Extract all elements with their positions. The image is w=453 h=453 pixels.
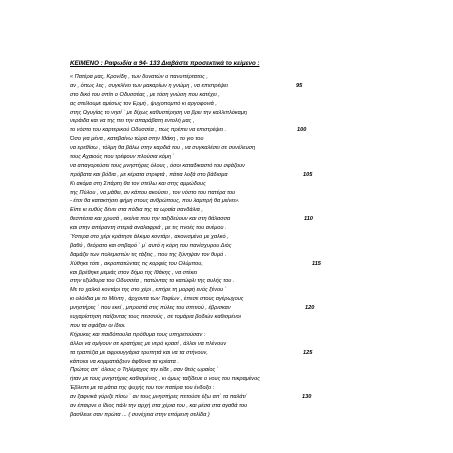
line-text: αν , όπως λες , συγκλίνει των μακαρίων η γνώμη , να επιστρέψει <box>70 82 228 89</box>
text-line <box>70 358 390 367</box>
line-number: 130 <box>302 394 312 401</box>
line-number: 105 <box>303 171 313 178</box>
text-line <box>70 340 390 349</box>
text-line <box>70 242 390 251</box>
document-body <box>70 60 390 420</box>
text-line <box>70 393 390 402</box>
text-line <box>70 171 390 180</box>
line-text: - έτσι θα κατακτήσει φήμη στους ανθρώπους, που λαμπρή θα μείνει». <box>70 198 240 205</box>
text-line <box>70 260 390 269</box>
text-line <box>70 313 390 322</box>
text-line <box>70 206 390 215</box>
line-text: νεράιδα και να της πει την απαράβατη εντολή μας , <box>70 118 195 125</box>
text-line <box>70 411 390 420</box>
text-line <box>70 322 390 331</box>
line-text: και στην απέραντη στεριά αναλαφριά , με τις πνοές του ανέμου . <box>70 225 227 232</box>
line-text: κι ολόιδια με το Μέντη , άρχοντα των Ταφίων , έπεσε στους αγέρωχους <box>70 296 244 303</box>
text-line <box>70 215 390 224</box>
text-line <box>70 224 390 233</box>
text-line <box>70 117 390 126</box>
line-number: 95 <box>296 82 303 89</box>
line-text: « Πατέρα μας, Κρονίδη , των δυνατών ο πανυπέρτατος , <box>70 74 208 80</box>
line-text: στο δικό του σπίτι ο Οδυσσέας , με τόση γνώση που κατέχει , <box>70 91 220 98</box>
text-line <box>70 366 390 375</box>
line-text: τους Αχαιούς που τρέφουν πλούσια κόμη ` <box>70 154 175 161</box>
line-text: της Πύλου , να μάθει, αν κάπου ακούσει , τον νόστο του πατέρα του <box>70 189 236 196</box>
text-line <box>70 349 390 358</box>
text-line <box>70 189 390 198</box>
line-text: θεσπέσια και χρυσά , εκείνα που την ταξιδεύουν και στη θάλασσα <box>70 216 231 223</box>
line-text: Κι ακόμα στη Σπάρτη θα τον στείλω και στης αμμώδους <box>70 180 206 187</box>
line-text: ευχαρίστηση παίζοντας τους πεσσούς , σε τομάρια βοδιών καθισμένοι <box>70 314 241 321</box>
line-text: το νόστο του καρτερικού Οδυσσέα , πως πρέπει να επιστρέψει . <box>70 127 227 134</box>
line-text: Έβλεπε με τα μάτια της ψυχής του τον πατέρα του ένδοξο : <box>70 385 215 392</box>
text-line <box>70 100 390 109</box>
text-line <box>70 233 390 242</box>
text-line <box>70 375 390 384</box>
line-text: ήταν με τους μνηστήρες καθισμένος , κι όμως ταξίδευε ο νους του πικραμένος <box>70 376 260 383</box>
line-text: να ερεθίσω , τόλμη θα βάλω στην καρδιά του , να συγκαλέσει σε συνέλευση <box>70 145 256 152</box>
text-line <box>70 82 390 91</box>
line-text: βασίλευε σαν πρώτα ... ( συνέχεια στην επόμενη σελίδα ) <box>70 411 210 418</box>
text-line <box>70 277 390 286</box>
line-number: 125 <box>303 349 313 356</box>
text-line <box>70 162 390 171</box>
text-line <box>70 295 390 304</box>
text-line <box>70 91 390 100</box>
line-text: ας στείλουμε αμέσως τον Ερμή , ψυχοπομπό κι αργοφονιά , <box>70 100 217 107</box>
line-text: δαμάζει των πολεμιστών τις τάξεις , που της ξύνηψαν τον θυμό . <box>70 251 227 258</box>
line-text: Πρώτος απ` όλους ο Τηλέμαχος την είδε , σαν θεός ωραίος ` <box>70 367 219 374</box>
line-text: Ύστερα στο χέρι κράτησε άλκιμο κοντάρι , ακονισμένο με χαλκό , <box>70 234 229 241</box>
text-line <box>70 384 390 393</box>
text-line <box>70 269 390 278</box>
line-text: αν ξαφνικά γύριζε πίσω ` αν τους μνηστήρες πετούσε έξω απ` τα παλάτι` <box>70 394 248 401</box>
text-line <box>70 73 390 82</box>
line-text: πρόβατα και βόδια , με κέρατα στριφτά , πάτια λοξά στο βάδισμα <box>70 171 228 178</box>
line-text: Όσο για μένα , κατεβαίνω τώρα στην Ιθάκη , το γιο του <box>70 136 204 143</box>
document-heading: ΚΕΙΜΕΝΟ : Ραψωδία α 94- 133 Διαβάστε προσεκτικά το κείμενο : <box>70 60 260 67</box>
line-text: αν έπαιρνε ο ίδιος πάλι την αρχή στα χέρια του , και μέσα στα αγαθά του <box>70 402 248 409</box>
text-line <box>70 197 390 206</box>
line-text: στης Ωγυγίας το νησί ` με δίχως καθυστέρηση να βρει την καλλιπλόκαμη <box>70 109 247 116</box>
line-number: 110 <box>304 216 313 223</box>
poem-text <box>70 73 390 420</box>
line-text: μνηστήρες ` που εκεί , μπροστά στις πύλες του σπιτιού , έβρισκαν <box>70 305 231 312</box>
line-text: κάποιοι να κομματιάζουν άφθονα τα κρέατα . <box>70 358 179 365</box>
text-line <box>70 304 390 313</box>
line-text: Με το χαλκό κοντάρι της στο χέρι , επήρε τη μορφή ενός ξένου ` <box>70 287 227 294</box>
text-line <box>70 144 390 153</box>
line-text: Κήρυκες και παιδόπουλα πρόθυμα τους υπηρετούσαν : <box>70 331 206 338</box>
line-text: τα τραπέζια με αφρουγγάρια τρυπητά και να τα στήνουν, <box>70 349 208 356</box>
line-text: βαθύ , θεόρατο και στιβαρό ` μ` αυτό η κόρη του πανίσχυρου Διός <box>70 242 232 249</box>
text-line <box>70 135 390 144</box>
line-number: 100 <box>297 127 307 134</box>
line-text: Χύθηκε τότε , ακροπατώντας τις κορφές του Ολύμπου, <box>70 260 203 267</box>
line-text: στην εξώθυρα του Οδυσσέα , πατώντας το κατώφλι της αυλής του . <box>70 278 235 285</box>
line-text: άλλοι να σμίγουν σε κρατήρες με νερό κρασί , άλλοι να πλένουν <box>70 340 227 347</box>
line-text: που τα σφάξαν οι ίδιοι. <box>70 322 126 329</box>
text-line <box>70 286 390 295</box>
text-line <box>70 109 390 118</box>
text-line <box>70 251 390 260</box>
text-line <box>70 402 390 411</box>
text-line <box>70 153 390 162</box>
line-text: Είπε κι ευθύς δένει στα πόδια της τα ωραία σανδάλια , <box>70 207 203 214</box>
text-line <box>70 331 390 340</box>
line-text: να απαγορεύσει τους μνηστήρες όλους , όσοι καταδικαστό του σφάζουν <box>70 162 245 169</box>
line-number: 115 <box>312 260 321 267</box>
text-line <box>70 126 390 135</box>
line-number: 120 <box>305 305 315 312</box>
line-text: και βρέθηκε μεμιάς στον δήμο της Ιθάκης , να στέκει <box>70 269 198 276</box>
text-line <box>70 180 390 189</box>
